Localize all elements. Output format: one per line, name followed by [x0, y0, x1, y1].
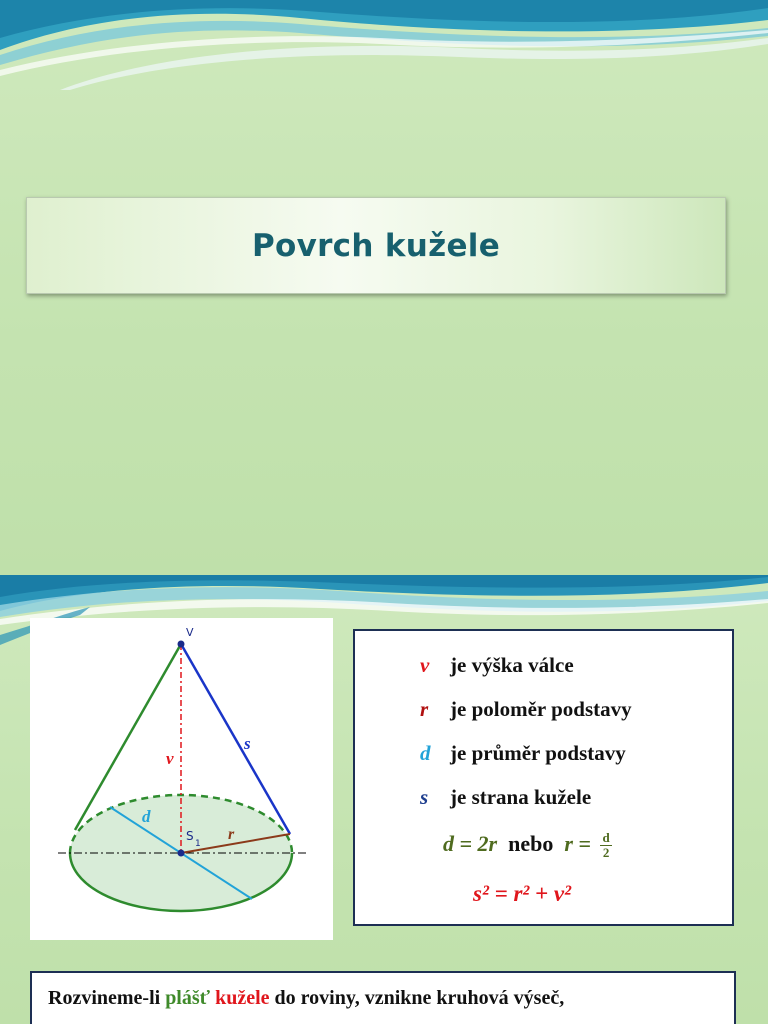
center-subscript: 1: [195, 839, 201, 849]
side-label: s: [244, 734, 251, 753]
formula-diameter-radius: [443, 831, 612, 860]
title-box: [26, 197, 726, 294]
formula-pythagoras: [473, 881, 571, 907]
legend-item-s: [420, 785, 591, 810]
word-plast: plášť: [165, 987, 211, 1009]
formula-left: d = 2r: [443, 831, 498, 856]
legend-text: je výška válce: [450, 653, 574, 677]
apex-point: [178, 641, 185, 648]
cone-figure: [30, 618, 333, 940]
legend-item-r: [420, 697, 632, 722]
page-title: Povrch kužele: [251, 227, 501, 264]
legend-item-d: [420, 741, 626, 766]
text-box: [30, 971, 736, 1024]
legend-symbol: d: [420, 741, 431, 765]
formula-right: r =: [564, 831, 591, 856]
word-kuzele: kužele: [215, 987, 270, 1009]
height-label: v: [166, 749, 174, 768]
legend-box: [353, 629, 734, 926]
legend-text: je poloměr podstavy: [450, 697, 632, 721]
legend-item-v: [420, 653, 574, 678]
radius-label: r: [228, 826, 235, 843]
cone-diagram: [30, 618, 333, 940]
paragraph: [48, 985, 720, 1012]
center-label: S: [186, 829, 194, 843]
apex-label: V: [186, 626, 194, 639]
formula-pythagoras-text: s² = r² + v²: [473, 881, 572, 906]
legend-symbol: v: [420, 653, 430, 677]
formula-connector: nebo: [508, 831, 554, 856]
content-slide: [0, 575, 768, 1024]
legend-symbol: s: [420, 785, 429, 809]
fraction-denominator: 2: [602, 845, 610, 861]
legend-text: je průměr podstavy: [450, 741, 626, 765]
text-part1: Rozvineme-li: [48, 987, 161, 1009]
legend-symbol: r: [420, 697, 429, 721]
formula-fraction: [600, 831, 611, 860]
center-point: [178, 850, 185, 857]
text-part2: do roviny, vznikne kruhová výseč,: [274, 987, 565, 1009]
wave-decoration: [0, 0, 768, 90]
legend-text: je strana kužele: [450, 785, 592, 809]
fraction-numerator: d: [602, 830, 610, 846]
diameter-label: d: [142, 807, 151, 826]
